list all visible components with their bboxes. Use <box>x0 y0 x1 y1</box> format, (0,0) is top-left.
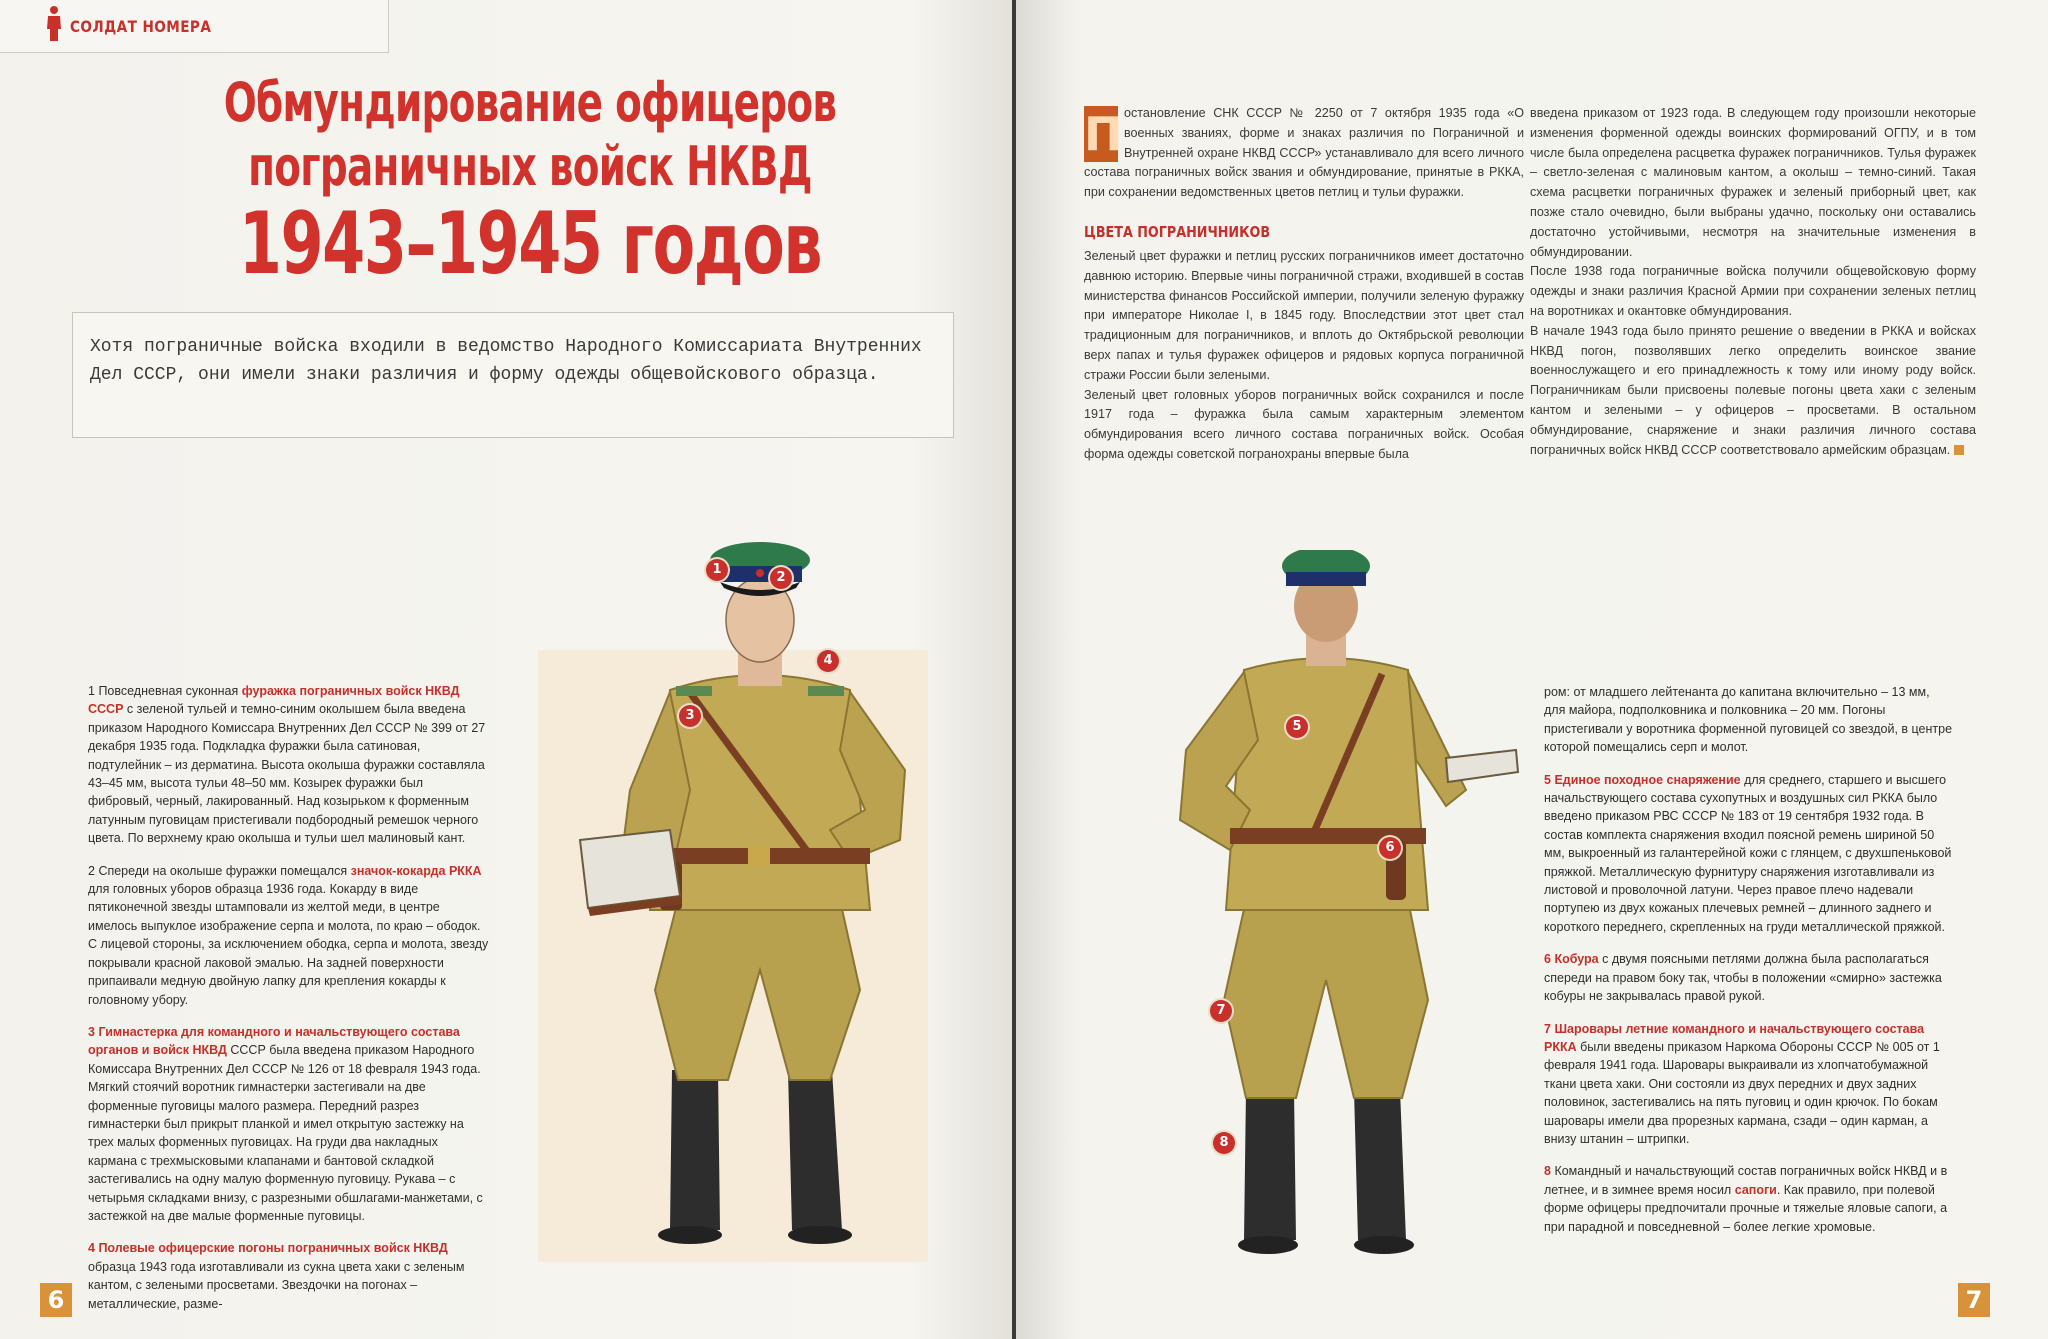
title-line-2: пограничных войск НКВД <box>248 135 812 198</box>
captions-right <box>1544 683 1954 1250</box>
article-col-2 <box>1530 104 1976 460</box>
title-line-3: 1943–1945 годов <box>238 194 822 294</box>
marker-8: 8 <box>1213 1132 1235 1154</box>
caption-3: 3 Гимнастерка для командного и начальствующего состава органов и войск НКВД СССР была введена приказом Народного Комиссара Внутренних Дел СССР № 126 от 18 февраля 1943 года. Мягкий стоячий воротник гимнастерки застегивали на две форменные пуговицы малого размера. Передний разрез гимнастерки был прикрыт планкой и имел открытую застежку на трех малых форменных пуговицах. На груди два накладных кармана с трехмысковыми клапанами и бантовой складкой застегивались на одну малую форменную пуговицу. Рукава – с четырьмя складками внизу, с разрезными обшлагами-манжетами, с застежкой на две малые форменные пуговицы. <box>88 1024 483 1223</box>
left-page <box>0 0 1012 1339</box>
article-p6: В начале 1943 года было принято решение о введении в РККА и войсках НКВД погон, позволявших легко определить воинское звание военнослужащего и его принадлежность к тому или иному роду войск. Пограничникам были присвоены полевые погоны цвета хаки с зеленым кантом и зелеными – у офицеров – просветами. В остальном обмундирование, снаряжение и знаки различия личного состава пограничных войск НКВД СССР соответствовало армейским образцам. <box>1530 323 1976 457</box>
marker-1: 1 <box>706 559 728 581</box>
article-p3: Зеленый цвет головных уборов пограничных войск сохранился и после 1917 года – фуражка была самым характерным элементом обмундирования всего личного состава пограничных войск. Особая форма одежды советской погранохраны впервые была <box>1084 387 1524 461</box>
intro-box <box>72 312 954 438</box>
subheading: ЦВЕТА ПОГРАНИЧНИКОВ <box>1084 222 1271 241</box>
caption-1: 1 Повседневная суконная фуражка пограничных войск НКВД СССР с зеленой тульей и темно-синим околышем была введена приказом Народного Комиссара Внутренних Дел СССР № 399 от 27 декабря 1935 года. Подкладка фуражки была сатиновая, подтулейник – из дерматина. Высота околыша фуражки составляла 43–45 мм, высота тульи 48–50 мм. Козырек фуражки был фибровый, черный, лакированный. Над козырьком к форменным латунным пуговицам пристегивали подбородный ремешок черного цвета. По верхнему краю околыша и тульи шел малиновый кант. <box>88 684 486 846</box>
caption-4-cont: ром: от младшего лейтенанта до капитана включительно – 13 мм, для майора, подполковника и полковника – 20 мм. Погоны пристегивали у воротника форменной пуговицей со звездой, в центре которой помещались серп и молот. <box>1544 685 1953 755</box>
caption-6: 6 Кобура с двумя поясными петлями должна была располагаться спереди на правом боку так, чтобы в положении «смирно» застежка кобуры не закрывалась правой рукой. <box>1544 952 1942 1004</box>
page-number-left: 6 <box>40 1283 72 1317</box>
caption-4: 4 Полевые офицерские погоны пограничных войск НКВД образца 1943 года изготавливали из сукна цвета хаки с зеленым кантом, с зелеными просветами. Звездочки на погонах – металлические, разме- <box>88 1241 465 1311</box>
article-p5: После 1938 года пограничные войска получили общевойсковую форму одежды и знаки различия Красной Армии при сохранении зеленых петлиц на воротниках и окантовке обмундирования. <box>1530 264 1976 318</box>
section-label: СОЛДАТ НОМЕРА <box>70 17 212 36</box>
drop-cap: П <box>1084 107 1123 161</box>
page-number-right: 7 <box>1958 1283 1990 1317</box>
captions-left <box>88 682 490 1327</box>
marker-5: 5 <box>1286 716 1308 738</box>
soldier-silhouette-icon <box>44 5 64 41</box>
marker-7: 7 <box>1210 1000 1232 1022</box>
caption-8: 8 Командный и начальствующий состав пограничных войск НКВД и в летнее, и в зимнее время носил сапоги. Как правило, при полевой форме офицеры предпочитали прочные и тяжелые яловые сапоги, а при парадной и повседневной – более легкие хромовые. <box>1544 1164 1948 1234</box>
article-p2: Зеленый цвет фуражки и петлиц русских пограничников имеет достаточно давнюю историю. Впервые чины пограничной стражи, входившей в состав министерства финансов Российской империи, получили зеленую фуражку при императоре Николае I, в 1845 году. Впоследствии этот цвет стал традиционным для пограничников, и вплоть до Октябрьской революции верх папах и тулья фуражек офицеров и рядовых корпуса пограничной стражи России были зелеными. <box>1084 248 1524 382</box>
caption-2: 2 Спереди на околыше фуражки помещался значок-кокарда РККА для головных уборов образца 1936 года. Кокарду в виде пятиконечной звезды штамповали из желтой меди, в центре имелось выпуклое изображение серпа и молота, по краю – ободок. С лицевой стороны, за исключением ободка, серпа и молота, звезду покрывали красной лаковой эмалью. На задней поверхности припаивали медную двойную лапку для крепления кокарды к головному убору. <box>88 863 489 1007</box>
caption-7: 7 Шаровары летние командного и начальствующего состава РККА были введены приказом Наркома Обороны СССР № 005 от 1 февраля 1941 года. Шаровары выкраивали из хлопчатобумажной ткани цвета хаки. Они состояли из двух передних и двух задних половинок, застегивались на пять пуговиц и один крючок. По бокам шаровары имели два прорезных кармана, сзади – один карман, а внизу штанин – штрипки. <box>1544 1021 1940 1146</box>
marker-4: 4 <box>817 650 839 672</box>
article-col-1 <box>1084 104 1524 465</box>
officer-back-illustration <box>1146 550 1526 1260</box>
marker-2: 2 <box>770 567 792 589</box>
right-page <box>1016 0 2048 1339</box>
marker-3: 3 <box>679 705 701 727</box>
title-line-1: Обмундирование офицеров <box>223 71 837 134</box>
end-mark-icon <box>1954 445 1964 455</box>
marker-6: 6 <box>1379 837 1401 859</box>
article-p4: введена приказом от 1923 года. В следующем году произошли некоторые изменения форменной одежды воинских формирований ОГПУ, и в том числе была определена расцветка фуражек пограничников. Тулья фуражек – светло-зеленая с малиновым кантом, а околыш – темно-синий. Такая схема расцветки пограничных фуражек и зеленый приборный цвет, как позже стало очевидно, были выбраны удачно, поскольку они оставались достаточно устойчивыми, несмотря на значительные изменения в обмундировании. <box>1530 106 1976 259</box>
article-p1: П остановление СНК СССР № 2250 от 7 октября 1935 года «О военных званиях, форме и знаках различия по Пограничной и Внутренней охране НКВД СССР» устанавливало для всего личного состава пограничных войск звания и обмундирование, принятые в РККА, при сохранении ведомственных цветов петлиц и тульи фуражки. <box>1084 106 1524 200</box>
section-header <box>0 0 389 53</box>
caption-5: 5 Единое походное снаряжение для среднего, старшего и высшего начальствующего состава сухопутных и воздушных сил РККА было введено приказом РВС СССР № 183 от 19 сентября 1932 года. В состав комплекта снаряжения входил поясной ремень шириной 50 мм, выкроенный из галантерейной кожи с глянцем, с двухшпеньковой пряжкой. Металлическую фурнитуру снаряжения изготавливали из листовой и проволочной латуни. Через правое плечо надевали портупею из двух кожаных плечевых ремней – длинного заднего и короткого переднего, скрепленных на груди металлической пряжкой. <box>1544 772 1952 934</box>
officer-front-illustration <box>560 540 980 1260</box>
intro-text: Хотя пограничные войска входили в ведомство Народного Комиссариата Внутренних Дел СССР, они имели знаки различия и форму одежды общевойскового образца. <box>90 337 922 385</box>
